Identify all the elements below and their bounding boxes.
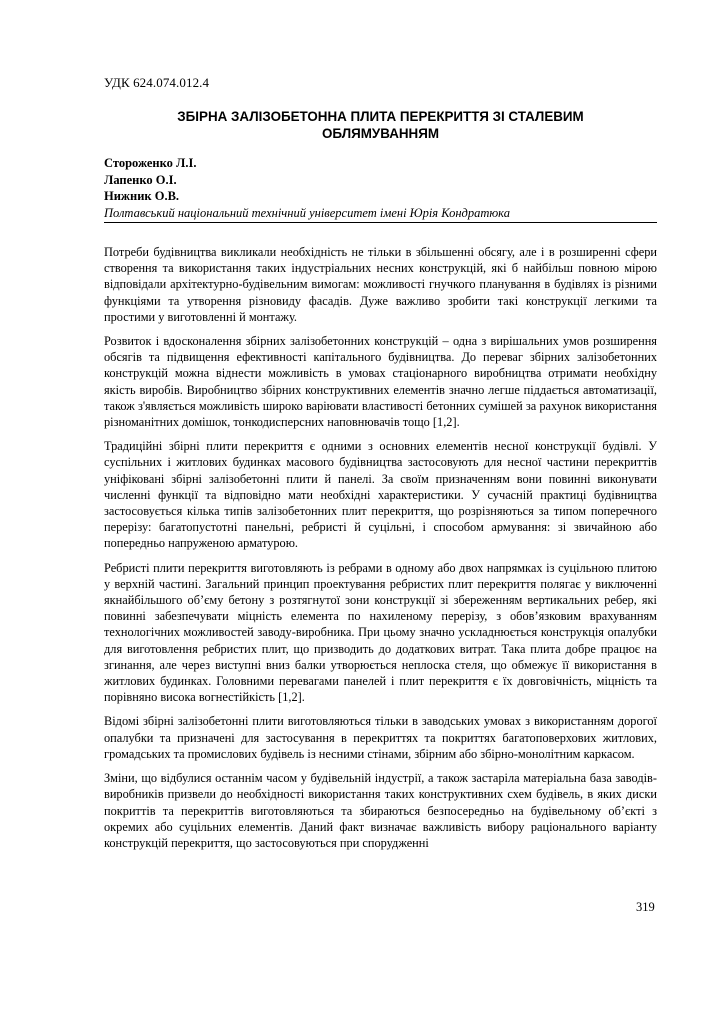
body-paragraph: Потреби будівництва викликали необхідність не тільки в збільшенні обсягу, але і в розширенні сфери створення та використання таких індустріальних несних конструкцій, які б найбільш повною мірою відповідали архітектурно-будівельним вимогам: можливості гнучкого планування в будівлях із різними функціями та утворення різновиду фасадів. Дуже важливо зробити такі конструкції легкими та простими у виготовленні й монтажу.	[104, 245, 657, 324]
body-paragraph: Зміни, що відбулися останнім часом у будівельній індустрії, а також застаріла матеріальна база заводів-виробників призвели до необхідності використання таких конструктивних схем будівель, в яких диски покриттів та перекриттів виготовляються та збираються безпосередньо на будівельному об’єкті з окремих або суцільних елементів. Даний факт визначає важливість вибору раціонального варіанту конструкцій перекриття, що застосовуються при спорудженні	[104, 771, 657, 850]
title-line-1: ЗБІРНА ЗАЛІЗОБЕТОННА ПЛИТА ПЕРЕКРИТТЯ ЗІ СТАЛЕВИМ	[177, 109, 584, 124]
author-name: Стороженко Л.І.	[104, 156, 197, 170]
author-block	[104, 155, 510, 221]
page-number: 319	[636, 900, 655, 914]
body-paragraph: Розвиток і вдосконалення збірних залізобетонних конструкцій – одна з вирішальних умов розширення обсягів та підвищення ефективності капітального будівництва. До переваг збірних залізобетонних конструкцій можна віднести можливість в умовах стаціонарного виробництва отримати необхідну якість виробів. Виробництво збірних конструктивних елементів значно легше піддається автоматизації, також з'являється можливість широко варіювати властивості бетонних сумішей за рахунок використання різноманітних домішок, тонкодисперсних наповнювачів тощо [1,2].	[104, 334, 657, 430]
title-line-2: ОБЛЯМУВАННЯМ	[321, 126, 439, 141]
article-title	[104, 108, 657, 142]
udc-code: УДК 624.074.012.4	[104, 75, 210, 90]
affiliation: Полтавський національний технічний університет імені Юрія Кондратюка	[104, 205, 510, 220]
body-paragraph: Ребристі плити перекриття виготовляють із ребрами в одному або двох напрямках із суцільною плитою у верхній частині. Загальний принцип проектування ребристих плит перекриття полягає у виключенні якнайбільшого об’єму бетону з розтягнутої зони конструкції зі збереженням вертикальних ребер, які повинні забезпечувати міцність елемента по нахиленому перерізу, з обов’язковим врахуванням технологічних можливостей заводу-виробника. При цьому значно ускладнюється конструкція опалубки для виготовлення ребристих плит, що призводить до додаткових витрат. Така плита добре працює на згинання, але через виступні вниз балки утворюється неплоска стеля, що обмежує її використання в житлових будинках. Головними перевагами панелей і плит перекриття є їх довговічність, міцність та порівняно висока вогнестійкість [1,2].	[104, 560, 657, 705]
body-paragraph: Відомі збірні залізобетонні плити виготовляються тільки в заводських умовах з використанням дорогої опалубки та призначені для застосування в перекриттях та покриттях багатоповерхових житлових, громадських та промислових будівель із несними стінами, збірним або збірно-монолітним каркасом.	[104, 714, 657, 761]
article-body	[104, 244, 657, 859]
author-name: Лапенко О.І.	[104, 172, 177, 187]
body-paragraph: Традиційні збірні плити перекриття є одними з основних елементів несної конструкції будівлі. У суспільних і житлових будинках масового будівництва застосовують для несної частини перекриттів уніфіковані збірні залізобетонні плити й панелі. За своїм призначенням вони повинні виконувати численні функції та відповідно мати необхідні характеристики. У сучасній практиці будівництва застосовується кілька типів залізобетонних плит перекриття, що розрізняються за типом поперечного перерізу: багатопустотні панельні, ребристі й суцільні, і способом армування: зі звичайною або попередньо напруженою арматурою.	[104, 439, 657, 551]
author-name: Нижник О.В.	[104, 189, 180, 203]
header-divider	[104, 222, 657, 223]
